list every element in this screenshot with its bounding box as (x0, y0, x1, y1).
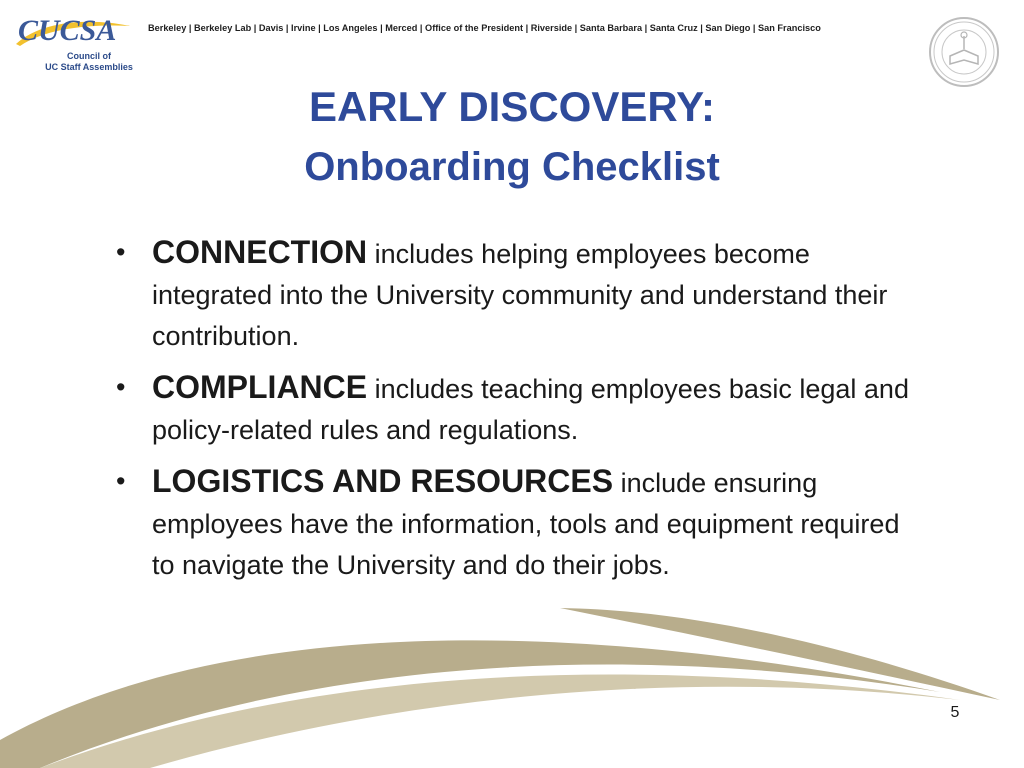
bullet-text: includes teaching employees basic legal and policy-related rules and regulations. (152, 374, 909, 445)
slide-title: EARLY DISCOVERY: (308, 83, 716, 130)
cucsa-logo (12, 14, 132, 76)
bullet-item-logistics (112, 461, 912, 586)
bullet-icon: • (116, 237, 126, 267)
bullet-text: include ensuring employees have the information, tools and equipment required to navigate the University and do their jobs. (152, 468, 900, 580)
bullet-icon: • (116, 466, 126, 496)
slide-subtitle: Onboarding Checklist (304, 145, 720, 189)
uc-seal-icon (928, 16, 1000, 88)
bullet-term: COMPLIANCE (152, 369, 368, 405)
bullet-term: LOGISTICS AND RESOURCES (152, 463, 614, 499)
logo-line-1: Council of (67, 51, 111, 61)
logo-subtitle (34, 51, 144, 73)
page-number: 5 (950, 704, 960, 721)
logo-mark: CUCSA (18, 14, 117, 47)
decorative-swoosh (0, 600, 1024, 768)
bullet-item-connection (112, 232, 912, 357)
bullet-icon: • (116, 372, 126, 402)
bullet-list (112, 232, 912, 596)
bullet-item-compliance (112, 367, 912, 451)
bullet-text: includes helping employees become integrated into the University community and understand their contribution. (152, 239, 888, 351)
bullet-term: CONNECTION (152, 234, 368, 270)
campus-list: Berkeley | Berkeley Lab | Davis | Irvine | Los Angeles | Merced | Office of the President | Riverside | Santa Barbara | Santa Cruz | San Diego | San Francisco (148, 23, 821, 33)
logo-line-2: UC Staff Assemblies (45, 62, 133, 72)
